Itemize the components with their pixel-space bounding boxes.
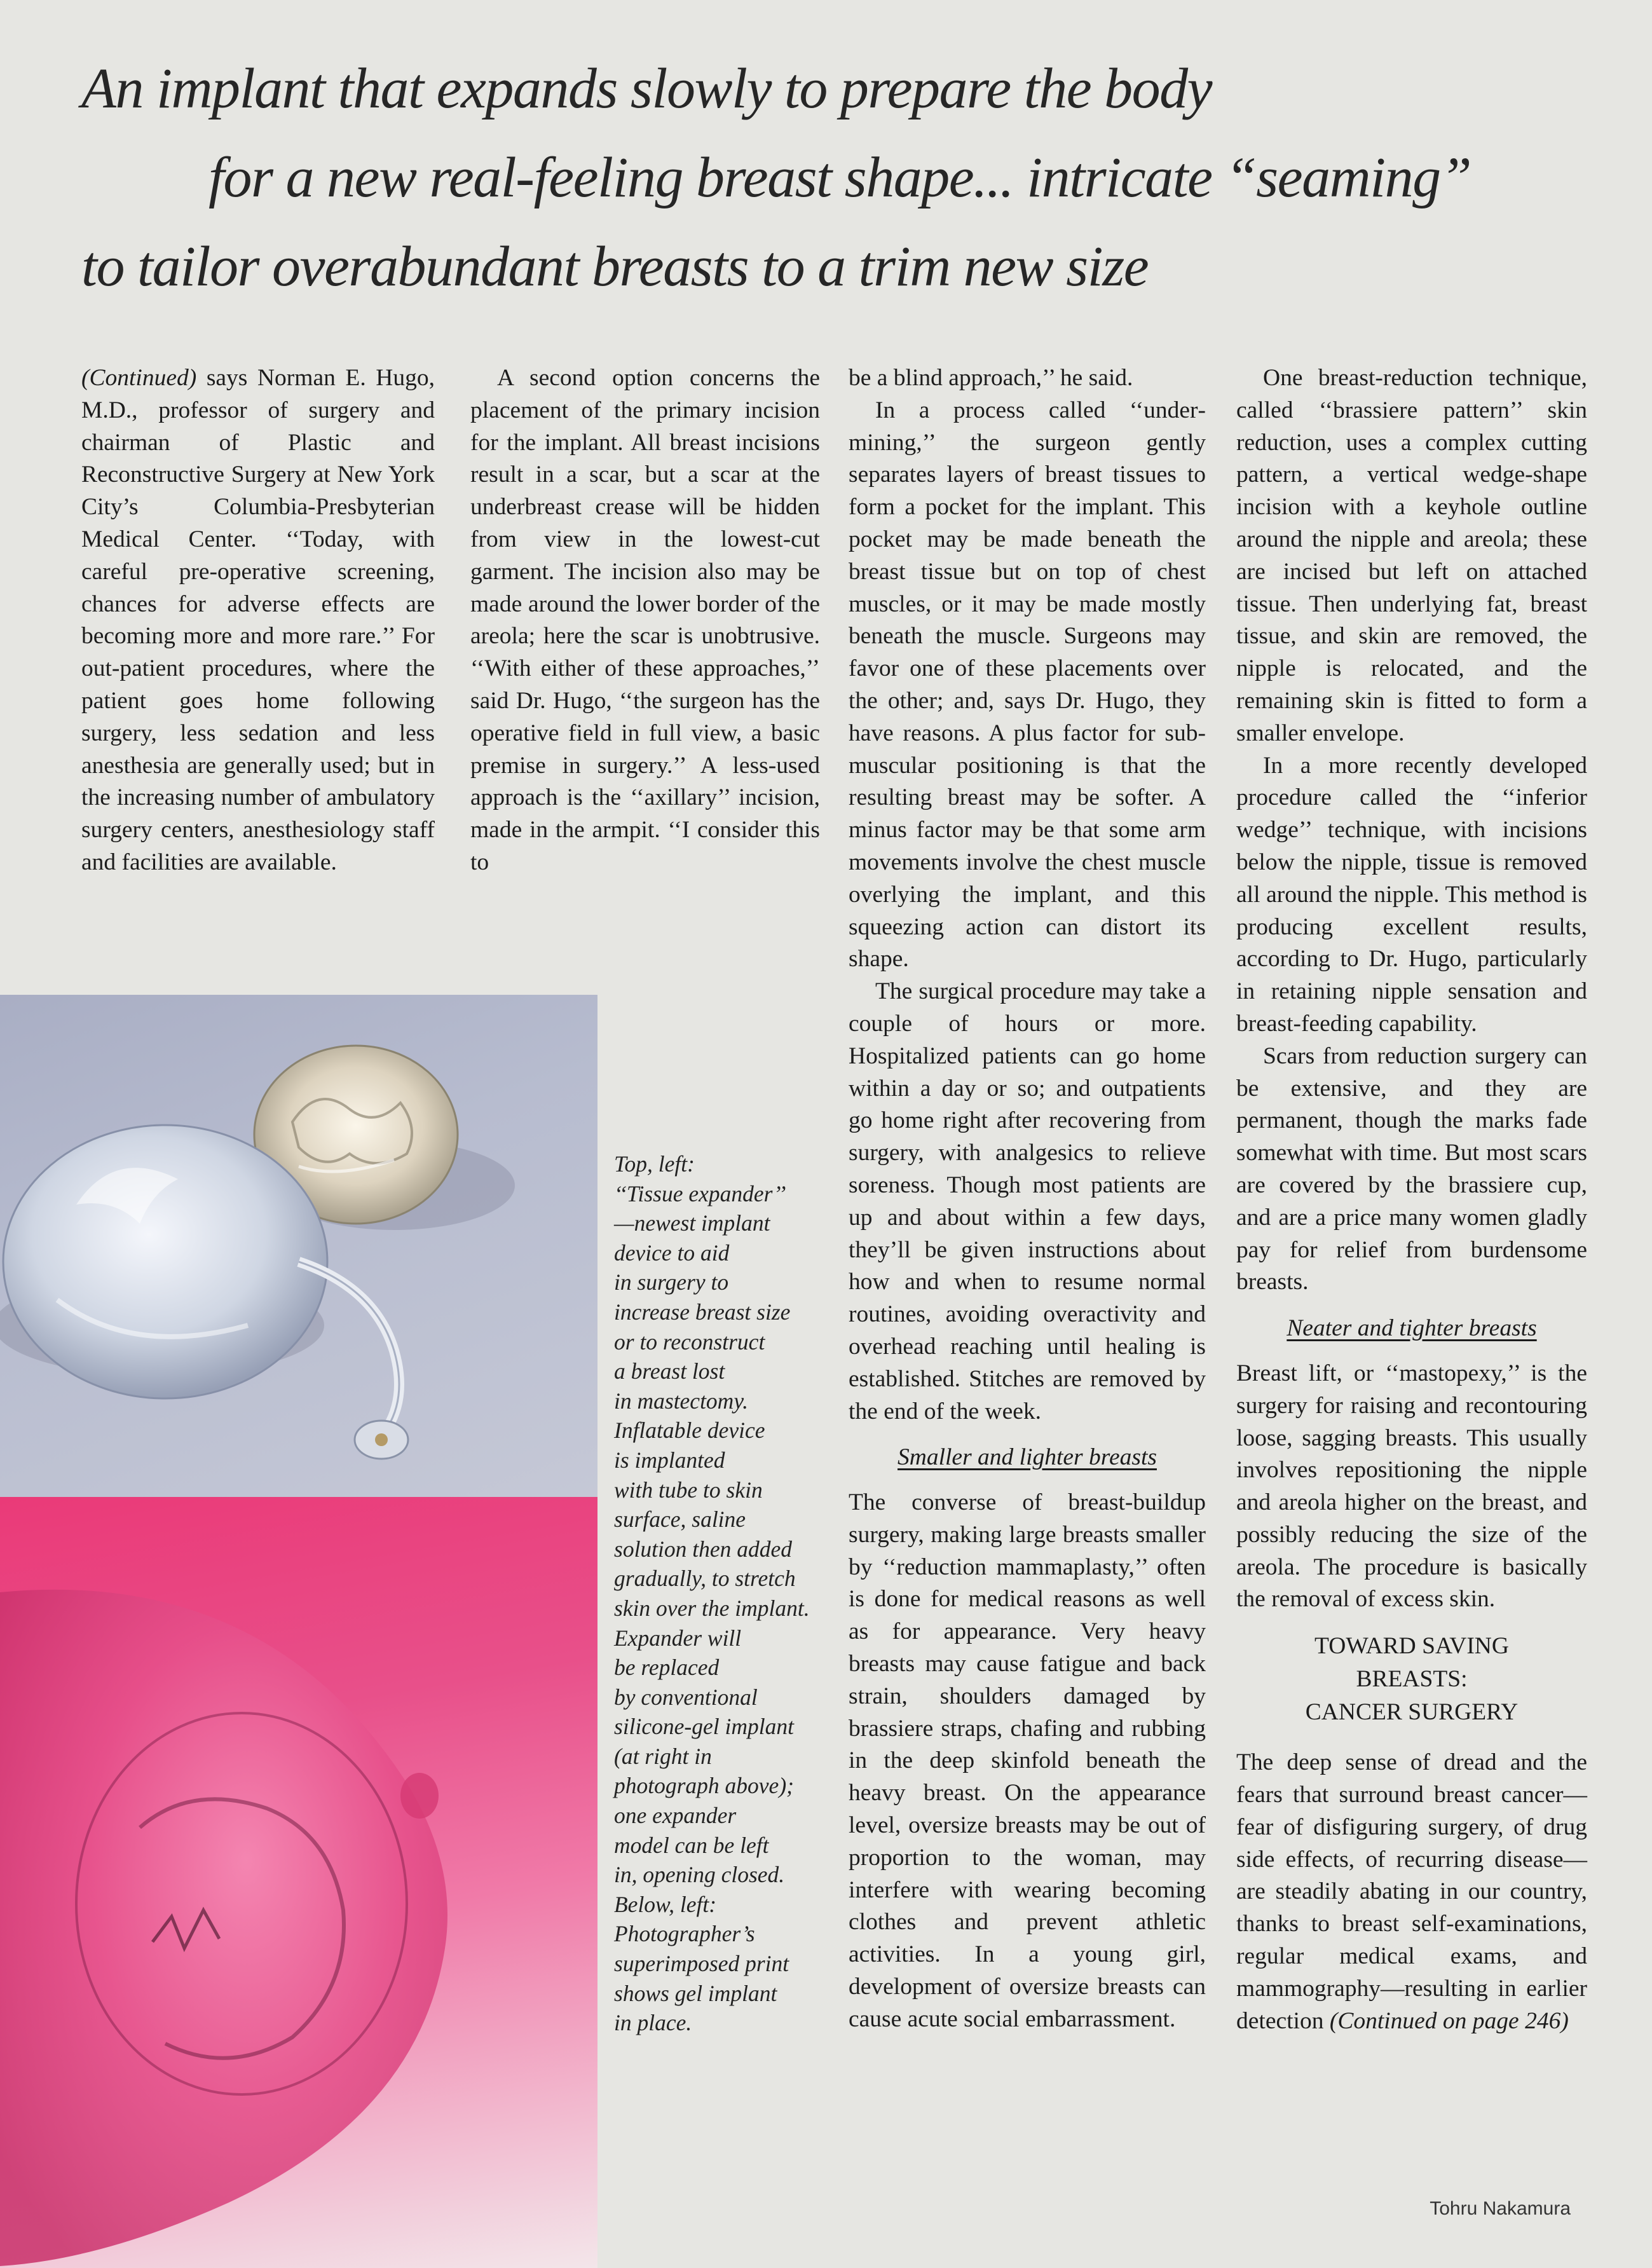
caption-line: with tube to skin [614, 1477, 763, 1503]
column-3-paragraph-2: The surgical procedure may take a couple of hours or more. Hospitalized patients can go home within a day or so; and outpatients go home right after recovering from surgery, with analgesics to relieve soreness. Though most patients are up and about within a few days, they’ll be given instructions about how and when to resume normal routines, avoiding overactivity and overhead reaching until healing is established. Stitches are removed by the end of the week. [849, 978, 1206, 1424]
column-3-paragraph-0: be a blind approach,’’ he said. [849, 365, 1133, 391]
photo-credit: Tohru Nakamura [1430, 2198, 1571, 2219]
caption-line: is implanted [614, 1447, 725, 1473]
caption-line: silicone-gel implant [614, 1714, 794, 1740]
section-heading-line-2: BREASTS: [1356, 1666, 1468, 1693]
implant-illustration [0, 995, 597, 1497]
subhead-smaller-lighter: Smaller and lighter breasts [898, 1444, 1157, 1471]
column-4-paragraph-5-text: The deep sense of dread and the fears that surround breast cancer—fear of disfiguring surgery, of drug side effects, of recurring disease—are steadily abating in our country, thanks to breast self-examinations, regular medical exams, and mammography—resulting in earlier detection [1236, 1749, 1587, 2034]
continued-lead: (Continued) [81, 365, 197, 391]
column-4-paragraph-1: One breast-reduction technique, called ‘‘brassiere pattern’’ skin reduction, uses a complex cutting pattern, a vertical wedge-shape incision with a keyhole outline around the nipple and areola; these are incised but left on attached tissue. Then underlying fat, breast tissue, and skin are removed, the nipple is relocated, and the remaining skin is fitted to form a smaller envelope. [1236, 365, 1587, 746]
caption-line: ‘‘Tissue expander’’ [614, 1180, 786, 1206]
caption-line: solution then added [614, 1536, 793, 1562]
caption-line: in surgery to [614, 1269, 729, 1295]
caption-line: one expander [614, 1803, 737, 1829]
caption-line: Expander will [614, 1625, 742, 1651]
section-heading [1236, 1630, 1587, 1729]
caption-line: skin over the implant. [614, 1595, 810, 1621]
section-heading-line-3: CANCER SURGERY [1305, 1699, 1519, 1726]
caption-line: Below, left: [614, 1891, 717, 1917]
caption-line: Photographer’s [614, 1921, 755, 1947]
caption-line: or to reconstruct [614, 1329, 765, 1355]
photo-superimposed-print [0, 1497, 597, 2268]
article-column-1 [81, 362, 435, 879]
photo-tissue-expander [0, 995, 597, 1497]
caption-line: device to aid [614, 1240, 730, 1266]
headline-line-2: for a new real-feeling breast shape... intricate “seaming” [208, 146, 1471, 209]
caption-line: photograph above); [614, 1773, 794, 1799]
headline-line-1: An implant that expands slowly to prepare the body [81, 57, 1212, 120]
column-4-paragraph-2: In a more recently developed procedure called the ‘‘inferior wedge’’ technique, with incisions below the nipple, tissue is removed all around the nipple. This method is producing excellent results, according to Dr. Hugo, particularly in retaining nipple sensation and breast-feeding capability. [1236, 752, 1587, 1037]
caption-line: be replaced [614, 1655, 720, 1681]
column-4-paragraph-3: Scars from reduction surgery can be extensive, and they are permanent, though the marks fade somewhat with time. But most scars are covered by the brassiere cup, and are a price many women gladly pay for relief from burdensome breasts. [1236, 1042, 1587, 1295]
caption-line: a breast lost [614, 1358, 725, 1384]
continued-on-page: (Continued on page 246) [1329, 2007, 1569, 2034]
column-3-paragraph-3: The converse of breast-buildup surgery, making large breasts smaller by ‘‘reduction mammaplasty,’’ often is done for medical reasons as well as for appearance. Very heavy breasts may cause fatigue and back strain, shoulders damaged by brassiere straps, chafing and rubbing in the deep skinfold beneath the heavy breast. On the appearance level, oversize breasts may be out of proportion to the woman, may interfere with wearing becoming clothes and prevent athletic activities. In a young girl, development of oversize breasts can cause acute social embarrassment. [849, 1489, 1206, 2032]
column-1-paragraph [81, 362, 435, 879]
column-4-paragraph-5 [1236, 1747, 1587, 2037]
superimposed-print-illustration [0, 1497, 597, 2268]
caption-line: superimposed print [614, 1951, 789, 1977]
caption-line: surface, saline [614, 1506, 746, 1533]
caption-line: (at right in [614, 1743, 712, 1769]
caption-line: shows gel implant [614, 1980, 777, 2006]
column-4-paragraph-4: Breast lift, or ‘‘mastopexy,’’ is the surgery for raising and recontouring loose, sagging breasts. This usually involves repositioning the nipple and areola higher on the breast, and possibly reducing the size of the areola. The procedure is basically the removal of excess skin. [1236, 1360, 1587, 1613]
caption-line: in mastectomy. [614, 1388, 748, 1414]
caption-line: model can be left [614, 1832, 769, 1858]
caption-line: in, opening closed. [614, 1862, 785, 1888]
caption-line: gradually, to stretch [614, 1566, 796, 1592]
article-column-2 [470, 362, 820, 879]
photo-caption [614, 1149, 849, 2038]
column-2-paragraph: A second option concerns the placement of the primary incision for the implant. All breast incisions result in a scar, but a scar at the underbreast crease will be hidden from view in the lowest-cut garment. The incision also may be made around the lower border of the areola; here the scar is unobtrusive. ‘‘With either of these approaches,’’ said Dr. Hugo, ‘‘the surgeon has the operative field in full view, a basic premise in surgery.’’ A less-used approach is the ‘‘axillary’’ incision, made in the armpit. ‘‘I consider this to [470, 365, 820, 875]
caption-line: Top, left: [614, 1151, 695, 1177]
article-column-4 [1236, 362, 1587, 2037]
section-heading-line-1: TOWARD SAVING [1314, 1633, 1509, 1660]
caption-line: by conventional [614, 1684, 758, 1710]
column-3-paragraph-1: In a process called ‘‘undermining,’’ the surgeon gently separates layers of breast tissues to form a pocket for the implant. This pocket may be made beneath the breast tissue but on top of chest muscles, or it may be made mostly beneath the muscle. Surgeons may favor one of these placements over the other; and, says Dr. Hugo, they have reasons. A plus factor for submuscular positioning is that the resulting breast may be softer. A minus factor may be that some arm movements involve the chest muscle overlying the implant, and this squeezing action can distort its shape. [849, 397, 1206, 973]
headline-line-3: to tailor overabundant breasts to a trim new size [81, 235, 1149, 298]
caption-line: increase breast size [614, 1299, 791, 1325]
caption-line: Inflatable device [614, 1418, 765, 1444]
subhead-neater-tighter: Neater and tighter breasts [1287, 1315, 1537, 1342]
article-column-3 [849, 362, 1206, 2036]
column-1-text: says Norman E. Hugo, M.D., professor of surgery and chairman of Plastic and Reconstructive Surgery at New York City’s Columbia-Presbyterian Medical Center. ‘‘Today, with careful pre-operative screening, chances for adverse effects are becoming more and more rare.’’ For out-patient procedures, where the patient goes home following surgery, less sedation and less anesthesia are generally used; but in the increasing number of ambulatory surgery centers, anesthesiology staff and facilities are available. [81, 365, 435, 875]
caption-line: —newest implant [614, 1210, 770, 1236]
caption-line: in place. [614, 2010, 692, 2036]
